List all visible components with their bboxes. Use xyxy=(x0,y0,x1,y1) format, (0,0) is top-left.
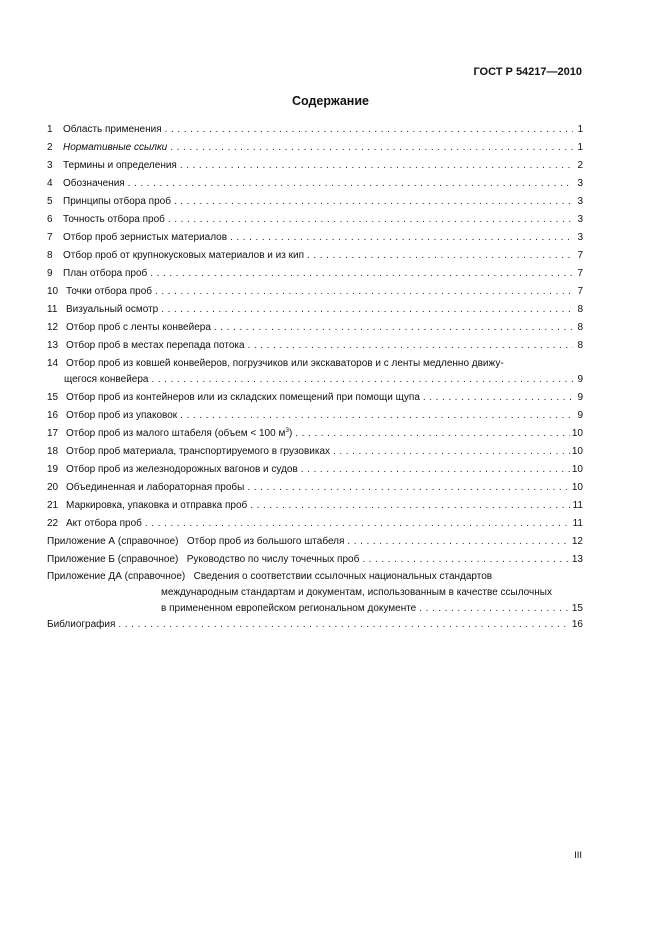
toc-entry-label: Маркировка, упаковка и отправка проб xyxy=(66,500,248,511)
toc-entry-page: 10 xyxy=(571,428,583,439)
toc-entry-page: 9 xyxy=(577,374,583,385)
bibliography-label: Библиография xyxy=(47,619,116,630)
toc-entry-10[interactable] xyxy=(47,283,583,301)
toc-entry-label: Область применения xyxy=(63,124,162,135)
appendix-label-line-3: в примененном европейском региональном документе xyxy=(161,603,417,614)
toc-entry-page: 16 xyxy=(571,619,583,630)
appendix-label-line-1: Сведения о соответствии ссылочных национальных стандартов xyxy=(193,571,493,582)
toc-entry-21[interactable] xyxy=(47,497,583,515)
toc-entry-12[interactable] xyxy=(47,319,583,337)
toc-entry-page: 7 xyxy=(577,286,583,297)
toc-entry-number: 10 xyxy=(47,286,59,297)
toc-entry-page: 10 xyxy=(571,482,583,493)
leader-dots xyxy=(295,425,570,443)
leader-dots xyxy=(155,283,573,301)
toc-entry-label: Принципы отбора проб xyxy=(63,196,171,207)
toc-entry-number: 2 xyxy=(47,142,53,153)
toc-entry-page: 2 xyxy=(577,160,583,171)
toc-entry-1[interactable] xyxy=(47,121,583,139)
leader-dots xyxy=(248,337,573,355)
leader-dots xyxy=(250,497,570,515)
leader-dots xyxy=(301,461,570,479)
toc-entry-number: 5 xyxy=(47,196,53,207)
toc-entry-label: Отбор проб из ковшей конвейеров, погрузчиков или экскаваторов и с ленты медленно движу- xyxy=(66,358,504,369)
toc-entry-11[interactable] xyxy=(47,301,583,319)
toc-entry-number: 7 xyxy=(47,232,53,243)
toc-entry-page: 13 xyxy=(571,554,583,565)
toc-entry-22[interactable] xyxy=(47,515,583,533)
toc-entry-number: 8 xyxy=(47,250,53,261)
toc-entry-15[interactable] xyxy=(47,389,583,407)
toc-entry-label: Отбор проб из малого штабеля (объем < 100 м xyxy=(66,428,286,439)
appendix-label-line-2: международным стандартам и документам, использованным в качестве ссылочных xyxy=(161,587,552,598)
toc-entry-20[interactable] xyxy=(47,479,583,497)
toc-entry-page: 11 xyxy=(572,500,583,511)
toc-entry-number: 12 xyxy=(47,322,59,333)
toc-entry-13[interactable] xyxy=(47,337,583,355)
toc-title: Содержание xyxy=(291,94,369,108)
toc-entry-page: 8 xyxy=(577,322,583,333)
toc-entry-label: Отбор проб зернистых материалов xyxy=(63,232,228,243)
toc-entry-number: 6 xyxy=(47,214,53,225)
leader-dots xyxy=(180,407,573,425)
toc-entry-8[interactable] xyxy=(47,247,583,265)
toc-appendix-a[interactable] xyxy=(47,533,583,551)
toc-entry-number: 17 xyxy=(47,428,59,439)
toc-entry-label: Точки отбора проб xyxy=(66,286,152,297)
leader-dots xyxy=(419,600,570,618)
toc-entry-page: 1 xyxy=(577,142,583,153)
toc-entry-7[interactable] xyxy=(47,229,583,247)
toc-entry-page: 9 xyxy=(577,392,583,403)
toc-entry-page: 3 xyxy=(577,232,583,243)
toc-entry-number: 16 xyxy=(47,410,59,421)
leader-dots xyxy=(118,616,569,634)
leader-dots xyxy=(174,193,573,211)
page-number: III xyxy=(574,850,582,861)
leader-dots xyxy=(214,319,573,337)
toc-bibliography[interactable] xyxy=(47,616,583,634)
leader-dots xyxy=(247,479,570,497)
toc-entry-number: 15 xyxy=(47,392,59,403)
toc-entry-page: 3 xyxy=(577,214,583,225)
toc-entry-16[interactable] xyxy=(47,407,583,425)
toc-entry-label: Обозначения xyxy=(63,178,125,189)
toc-appendix-b[interactable] xyxy=(47,551,583,569)
toc-entry-page: 7 xyxy=(577,250,583,261)
leader-dots xyxy=(307,247,573,265)
toc-entry-19[interactable] xyxy=(47,461,583,479)
toc-entry-14[interactable] xyxy=(47,355,583,389)
toc-entry-9[interactable] xyxy=(47,265,583,283)
toc-entry-page: 8 xyxy=(577,340,583,351)
toc-entry-page: 1 xyxy=(577,124,583,135)
appendix-lead: Приложение Б (справочное) xyxy=(47,554,179,565)
appendix-label: Отбор проб из большого штабеля xyxy=(186,536,345,547)
toc-entry-number: 9 xyxy=(47,268,53,279)
toc-appendix-da[interactable] xyxy=(47,569,583,616)
leader-dots xyxy=(180,157,573,175)
leader-dots xyxy=(230,229,573,247)
leader-dots xyxy=(161,301,573,319)
leader-dots xyxy=(423,389,573,407)
leader-dots xyxy=(333,443,570,461)
toc-entry-17[interactable] xyxy=(47,425,583,443)
toc-entry-5[interactable] xyxy=(47,193,583,211)
toc-entry-label: Объединенная и лабораторная пробы xyxy=(66,482,245,493)
toc-entry-label: Отбор проб в местах перепада потока xyxy=(66,340,245,351)
appendix-lead: Приложение ДА (справочное) xyxy=(47,571,186,582)
toc-entry-page: 7 xyxy=(577,268,583,279)
toc-entry-4[interactable] xyxy=(47,175,583,193)
toc-entry-page: 15 xyxy=(571,603,583,614)
toc-entry-label: Нормативные ссылки xyxy=(63,142,168,153)
toc-entry-number: 13 xyxy=(47,340,59,351)
toc-entry-number: 21 xyxy=(47,500,59,511)
leader-dots xyxy=(151,371,573,389)
leader-dots xyxy=(347,533,569,551)
toc-entry-label: Точность отбора проб xyxy=(63,214,165,225)
toc-entry-page: 3 xyxy=(577,196,583,207)
toc-entry-number: 1 xyxy=(47,124,53,135)
toc-entry-page: 12 xyxy=(571,536,583,547)
toc-entry-number: 4 xyxy=(47,178,53,189)
toc-entry-number: 14 xyxy=(47,358,59,369)
toc-entry-number: 22 xyxy=(47,518,59,529)
toc-entry-label: Отбор проб от крупнокусковых материалов и из кип xyxy=(63,250,305,261)
table-of-contents xyxy=(47,121,583,634)
toc-entry-3[interactable] xyxy=(47,157,583,175)
leader-dots xyxy=(128,175,573,193)
toc-entry-label-continuation: щегося конвейера xyxy=(64,374,149,385)
toc-entry-number: 11 xyxy=(47,304,58,315)
toc-entry-number: 18 xyxy=(47,446,59,457)
toc-entry-page: 11 xyxy=(572,518,583,529)
toc-entry-label: Акт отбора проб xyxy=(66,518,142,529)
superscript: 3 xyxy=(285,427,289,434)
toc-entry-label: Отбор проб материала, транспортируемого в грузовиках xyxy=(66,446,331,457)
leader-dots xyxy=(145,515,571,533)
toc-entry-label: Отбор проб с ленты конвейера xyxy=(66,322,211,333)
toc-entry-6[interactable] xyxy=(47,211,583,229)
toc-entry-label: Отбор проб из упаковок xyxy=(66,410,178,421)
toc-entry-label: Отбор проб из железнодорожных вагонов и судов xyxy=(66,464,298,475)
toc-entry-page: 10 xyxy=(571,446,583,457)
toc-entry-2[interactable] xyxy=(47,139,583,157)
toc-entry-page: 9 xyxy=(577,410,583,421)
toc-entry-page: 3 xyxy=(577,178,583,189)
toc-entry-label: Термины и определения xyxy=(63,160,177,171)
leader-dots xyxy=(362,551,570,569)
toc-entry-18[interactable] xyxy=(47,443,583,461)
toc-entry-label: Визуальный осмотр xyxy=(66,304,159,315)
toc-entry-number: 19 xyxy=(47,464,59,475)
toc-entry-number: 20 xyxy=(47,482,59,493)
leader-dots xyxy=(168,211,573,229)
document-code: ГОСТ Р 54217—2010 xyxy=(473,66,582,78)
toc-entry-number: 3 xyxy=(47,160,53,171)
leader-dots xyxy=(170,139,573,157)
toc-entry-page: 10 xyxy=(571,464,583,475)
appendix-lead: Приложение А (справочное) xyxy=(47,536,179,547)
toc-entry-label-tail: ) xyxy=(288,428,293,439)
leader-dots xyxy=(165,121,573,139)
leader-dots xyxy=(150,265,573,283)
toc-entry-page: 8 xyxy=(577,304,583,315)
toc-entry-label: План отбора проб xyxy=(63,268,148,279)
toc-entry-label: Отбор проб из контейнеров или из складских помещений при помощи щупа xyxy=(66,392,420,403)
appendix-label: Руководство по числу точечных проб xyxy=(186,554,360,565)
